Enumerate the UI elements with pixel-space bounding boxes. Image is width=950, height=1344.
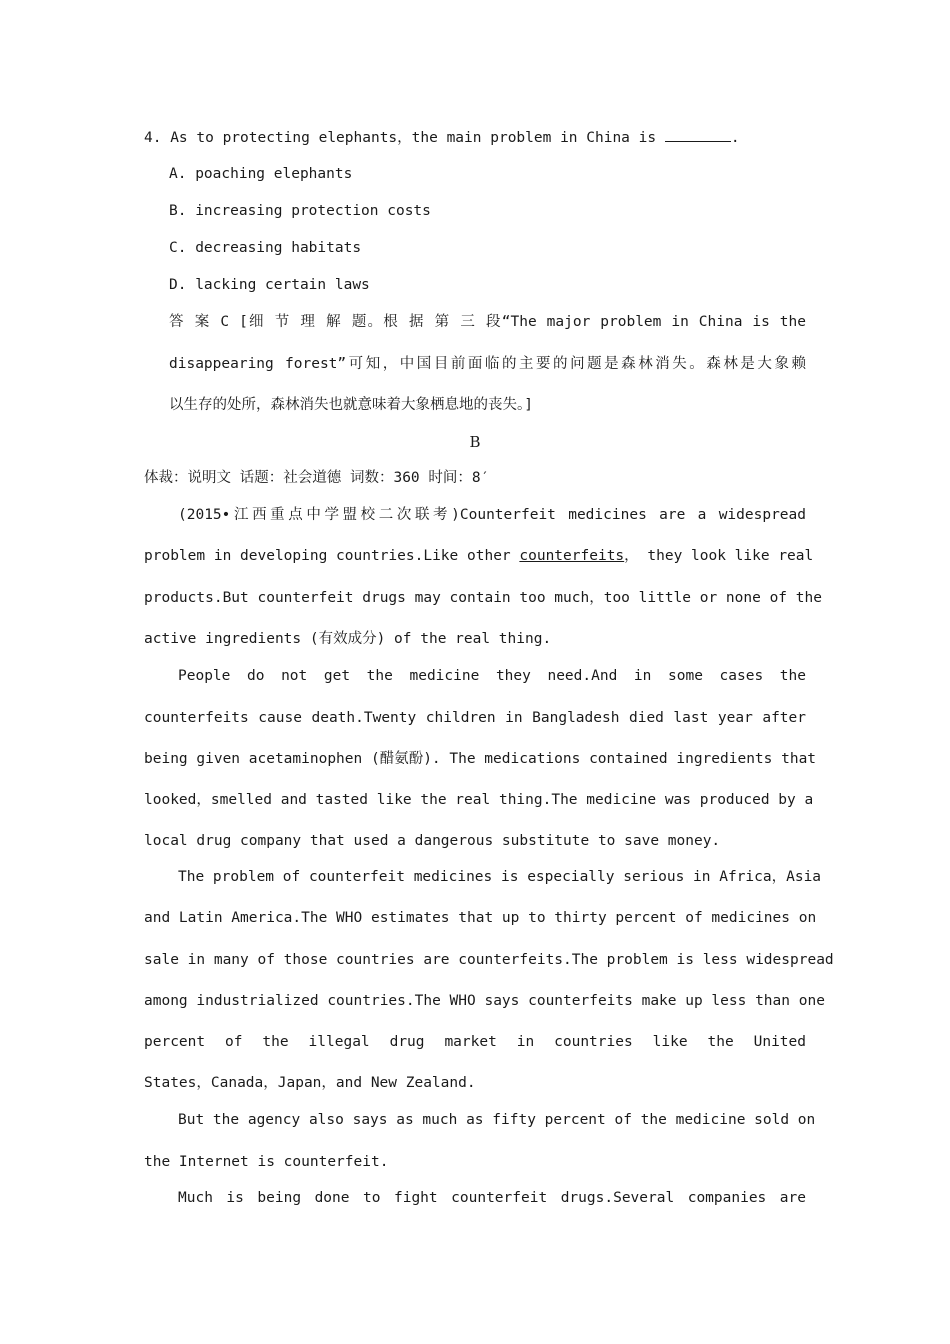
p2-line-3: being given acetaminophen (醋氨酚). The medications contained ingredients that	[144, 751, 817, 767]
p3-line-2: and Latin America.The WHO estimates that up to thirty percent of medicines on	[144, 910, 817, 926]
p2-line-5: local drug company that used a dangerous substitute to save money.	[144, 833, 721, 849]
p3-line-6: States，Canada，Japan，and New Zealand.	[144, 1075, 476, 1091]
p1-line-2-a: problem in developing countries.Like other	[144, 548, 520, 564]
answer-line-1: 答 案 C [细 节 理 解 题。根 据 第 三 段“The major problem in China is the	[169, 314, 806, 330]
p1-line-3: products.But counterfeit drugs may contain too much，too little or none of the	[144, 590, 822, 606]
p1-line-2	[144, 546, 814, 566]
p5-line-1: Much is being done to fight counterfeit drugs.Several companies are	[178, 1190, 806, 1206]
p2-line-2: counterfeits cause death.Twenty children in Bangladesh died last year after	[144, 710, 806, 726]
question-stem-text: 4. As to protecting elephants，the main problem in China is	[144, 130, 665, 146]
p3-line-3: sale in many of those countries are counterfeits.The problem is less widespread	[144, 952, 834, 968]
question-stem	[144, 127, 806, 148]
p1-line-1: (2015•江西重点中学盟校二次联考)Counterfeit medicines are a widespread	[178, 507, 806, 523]
p1-line-2-b: ， they look like real	[624, 548, 814, 564]
section-letter: B	[469, 433, 481, 451]
answer-line-2: disappearing forest”可知，中国目前面临的主要的问题是森林消失。森林是大象赖	[169, 356, 806, 372]
p2-line-1: People do not get the medicine they need.And in some cases the	[178, 668, 806, 684]
p3-line-5: percent of the illegal drug market in countries like the United	[144, 1034, 806, 1050]
p3-line-1: The problem of counterfeit medicines is especially serious in Africa，Asia	[178, 869, 822, 885]
p1-line-4: active ingredients (有效成分) of the real thing.	[144, 631, 552, 647]
question-stem-end: .	[730, 130, 740, 146]
section-meta: 体裁：说明文 话题：社会道德 词数：360 时间：8′	[144, 470, 490, 486]
option-c: C. decreasing habitats	[169, 240, 362, 256]
p4-line-1: But the agency also says as much as fifty percent of the medicine sold on	[178, 1112, 816, 1128]
p3-line-4: among industrialized countries.The WHO says counterfeits make up less than one	[144, 993, 825, 1009]
p4-line-2: the Internet is counterfeit.	[144, 1154, 389, 1170]
underlined-word-counterfeits: counterfeits	[519, 548, 625, 564]
answer-line-3: 以生存的处所，森林消失也就意味着大象栖息地的丧失。]	[169, 397, 533, 413]
p2-line-4: looked，smelled and tasted like the real thing.The medicine was produced by a	[144, 792, 814, 808]
option-a: A. poaching elephants	[169, 166, 353, 182]
option-b: B. increasing protection costs	[169, 203, 431, 219]
answer-blank	[665, 127, 731, 142]
option-d: D. lacking certain laws	[169, 277, 370, 293]
